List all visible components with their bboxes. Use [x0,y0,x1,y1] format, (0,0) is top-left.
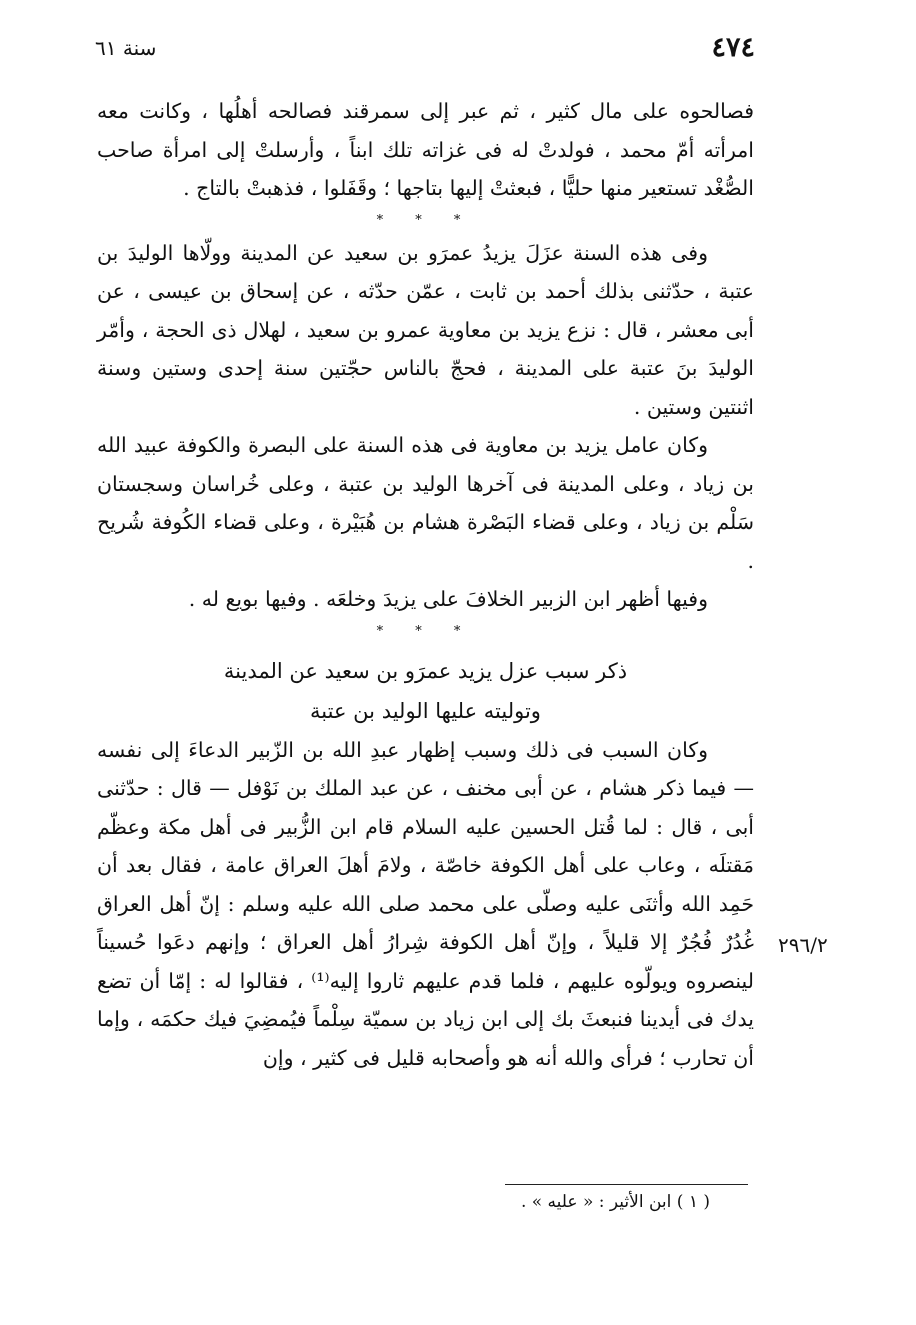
section-separator: * * * [376,212,475,228]
section-heading-line-2: وتوليته عليها الوليد بن عتبة [310,698,541,723]
paragraph: فصالحوه على مال كثير ، ثم عبر إلى سمرقند فصالحه أهلُها ، وكانت معه امرأته أمّ محمد ، فولدتْ له فى غزاته تلك ابناً ، وأرسلتْ إلى امرأة صاحب الصُّغْد تستعير منها حليًّا ، فبعثتْ إليها بتاجها ؛ وقَفَلوا ، فذهبتْ بالتاج . [97,99,754,200]
page-header [95,32,755,68]
footnote-divider [505,1184,748,1185]
running-head: سنة ٦١ [95,36,157,60]
section-heading-line-1: ذكر سبب عزل يزيد عمرَو بن سعيد عن المدينة [223,658,628,683]
footnote: ( ١ ) ابن الأثير : « عليه » . [520,1192,710,1212]
page-number: ٤٧٤ [711,32,755,63]
margin-reference: ٢٩٦/٢ [778,933,828,957]
section-separator: * * * [376,623,475,639]
paragraph: وفيها أظهر ابن الزبير الخلافَ على يزيدَ وخلعَه . وفيها بويع له . [188,587,708,611]
paragraph: وفى هذه السنة عزَلَ يزيدُ عمرَو بن سعيد عن المدينة وولّاها الوليدَ بن عتبة ، حدّثنى بذلك أحمد بن ثابت ، عمّن حدّثه ، عن إسحاق بن عيسى ، عن أبى معشر ، قال : نزع يزيد بن معاوية عمرو بن سعيد ، لهلال ذى الحجة ، وأمّر الوليدَ بنَ عتبة على المدينة ، فحجّ بالناس حجّتين سنة إحدى وستين وسنة اثنتين وستين . [97,240,754,419]
paragraph: وكان عامل يزيد بن معاوية فى هذه السنة على البصرة والكوفة عبيد الله بن زياد ، وعلى المدينة فى آخرها الوليد بن عتبة ، وعلى خُراسان وسجستان سَلْم بن زياد ، وعلى قضاء البَصْرة هشام بن هُبَيْرة ، وعلى قضاء الكُوفة شُريح . [97,433,754,573]
main-text [97,92,754,1077]
paragraph: وكان السبب فى ذلك وسبب إظهار عبدِ الله بن الزّبير الدعاءَ إلى نفسه — فيما ذكر هشام ، عن أبى مخنف ، عن عبد الملك بن نَوْفل — قال : حدّثنى أبى ، قال : لما قُتل الحسين عليه السلام قام ابن الزُّبير فى أهل مكة وعظّم مَقتلَه ، وعاب على أهل الكوفة خاصّة ، ولامَ أهلَ العراق عامة ، فقال بعد أن حَمِد الله وأثنَى عليه وصلّى على محمد صلى الله عليه وسلم : إنّ أهل العراق غُدُرٌ فُجُرٌ إلا قليلاً ، وإنّ أهل الكوفة شِرارُ أهل العراق ؛ وإنهم دعَوا حُسيناً لينصروه ويولّوه عليهم ، فلما قدم عليهم ثاروا إليه⁽¹⁾ ، فقالوا له : إمّا أن تضع يدك فى أيدينا فنبعثَ بك إلى ابن زياد بن سميّة سِلْماً فيُمضِيَ فيك حكمَه ، وإما أن تحارب ؛ فرأى والله أنه هو وأصحابه قليل فى كثير ، وإن [97,737,754,1070]
